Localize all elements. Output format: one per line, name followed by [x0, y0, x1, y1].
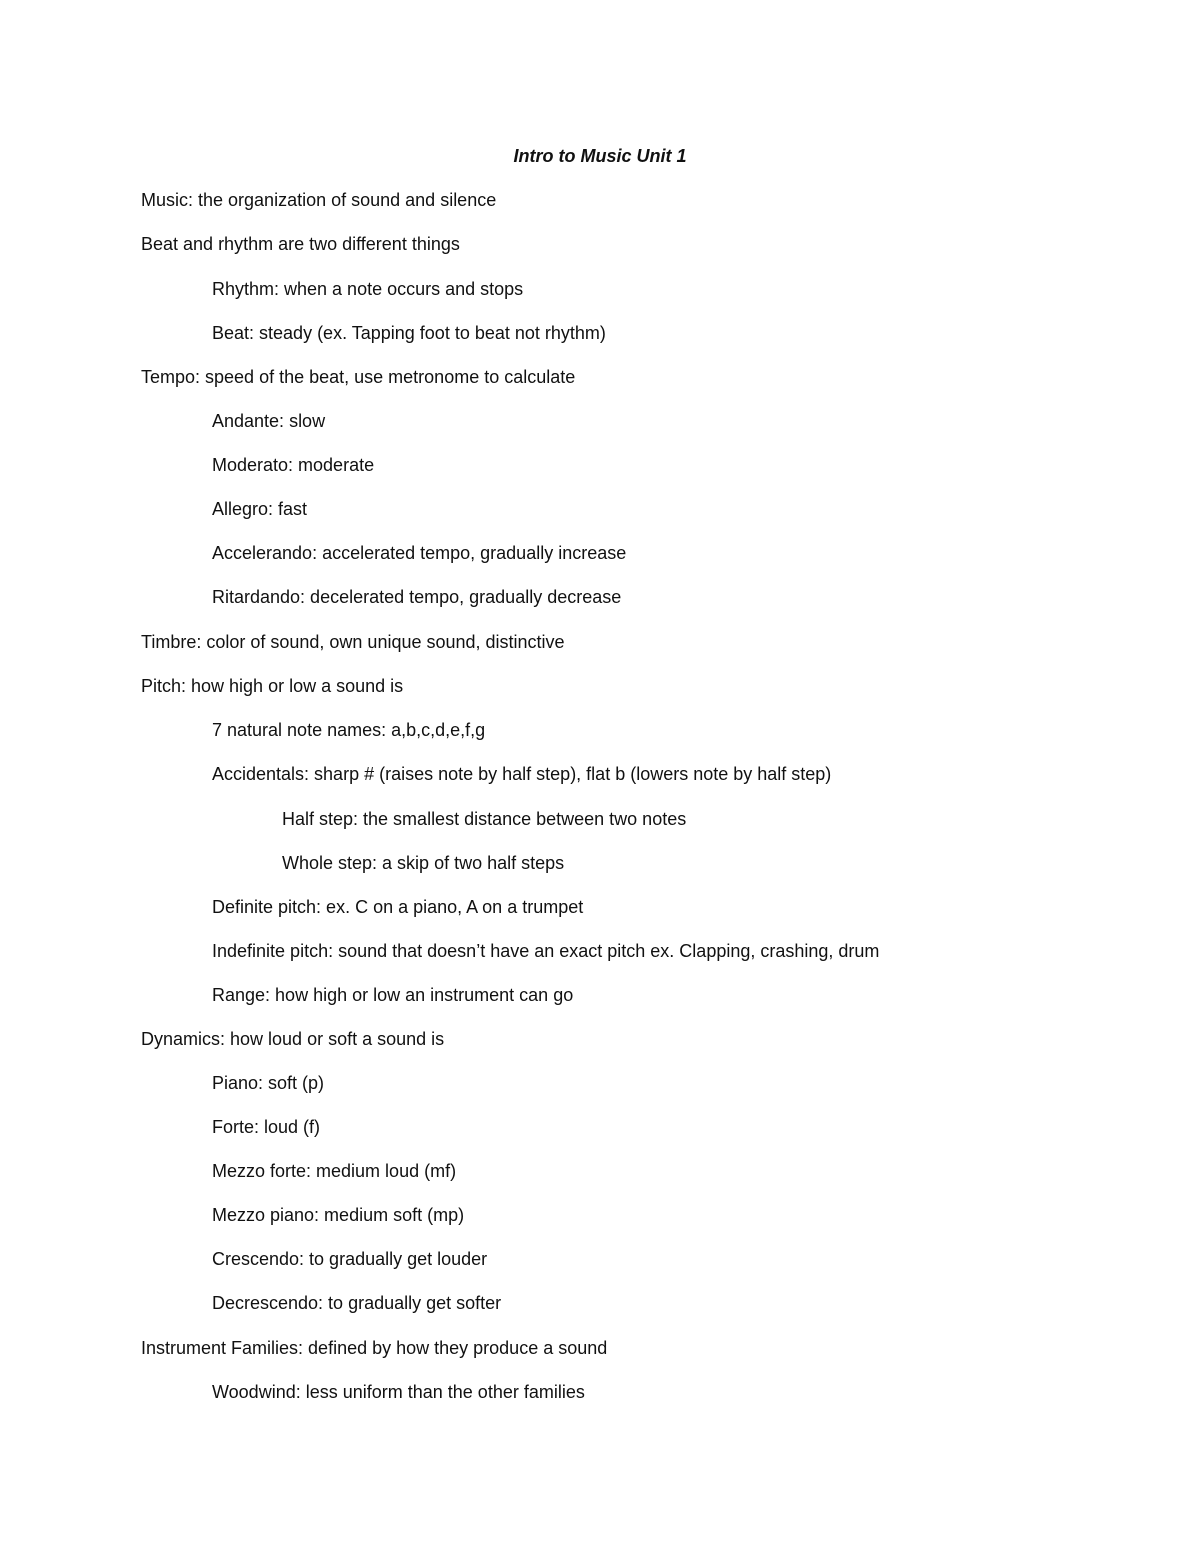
definition-moderato: Moderato: moderate: [212, 455, 375, 475]
definition-decrescendo: Decrescendo: to gradually get softer: [212, 1293, 502, 1313]
definition-ritardando: Ritardando: decelerated tempo, gradually decrease: [212, 587, 622, 607]
definition-allegro: Allegro: fast: [212, 499, 308, 519]
definition-forte: Forte: loud (f): [212, 1117, 321, 1137]
definition-piano: Piano: soft (p): [212, 1073, 325, 1093]
definition-instrument-families: Instrument Families: defined by how they produce a sound: [141, 1338, 608, 1358]
definition-woodwind: Woodwind: less uniform than the other families: [212, 1382, 585, 1402]
definition-timbre: Timbre: color of sound, own unique sound, distinctive: [141, 632, 565, 652]
definition-tempo: Tempo: speed of the beat, use metronome to calculate: [141, 367, 576, 387]
definition-accidentals: Accidentals: sharp # (raises note by half step), flat b (lowers note by half step): [212, 764, 832, 784]
definition-dynamics: Dynamics: how loud or soft a sound is: [141, 1029, 445, 1049]
definition-crescendo: Crescendo: to gradually get louder: [212, 1249, 488, 1269]
definition-indefinite-pitch: Indefinite pitch: sound that doesn’t have an exact pitch ex. Clapping, crashing, drum: [212, 941, 880, 961]
definition-andante: Andante: slow: [212, 411, 326, 431]
document-title: Intro to Music Unit 1: [513, 146, 687, 166]
definition-mezzo-forte: Mezzo forte: medium loud (mf): [212, 1161, 457, 1181]
definition-accelerando: Accelerando: accelerated tempo, gradually increase: [212, 543, 627, 563]
definition-pitch: Pitch: how high or low a sound is: [141, 676, 404, 696]
definition-half-step: Half step: the smallest distance between two notes: [282, 809, 687, 829]
definition-music: Music: the organization of sound and silence: [141, 190, 497, 210]
text-beat-rhythm: Beat and rhythm are two different things: [141, 234, 460, 254]
text-natural-notes: 7 natural note names: a,b,c,d,e,f,g: [212, 720, 486, 740]
definition-range: Range: how high or low an instrument can go: [212, 985, 574, 1005]
definition-rhythm: Rhythm: when a note occurs and stops: [212, 279, 524, 299]
definition-whole-step: Whole step: a skip of two half steps: [282, 853, 565, 873]
definition-mezzo-piano: Mezzo piano: medium soft (mp): [212, 1205, 465, 1225]
definition-definite-pitch: Definite pitch: ex. C on a piano, A on a trumpet: [212, 897, 584, 917]
definition-beat: Beat: steady (ex. Tapping foot to beat not rhythm): [212, 323, 606, 343]
